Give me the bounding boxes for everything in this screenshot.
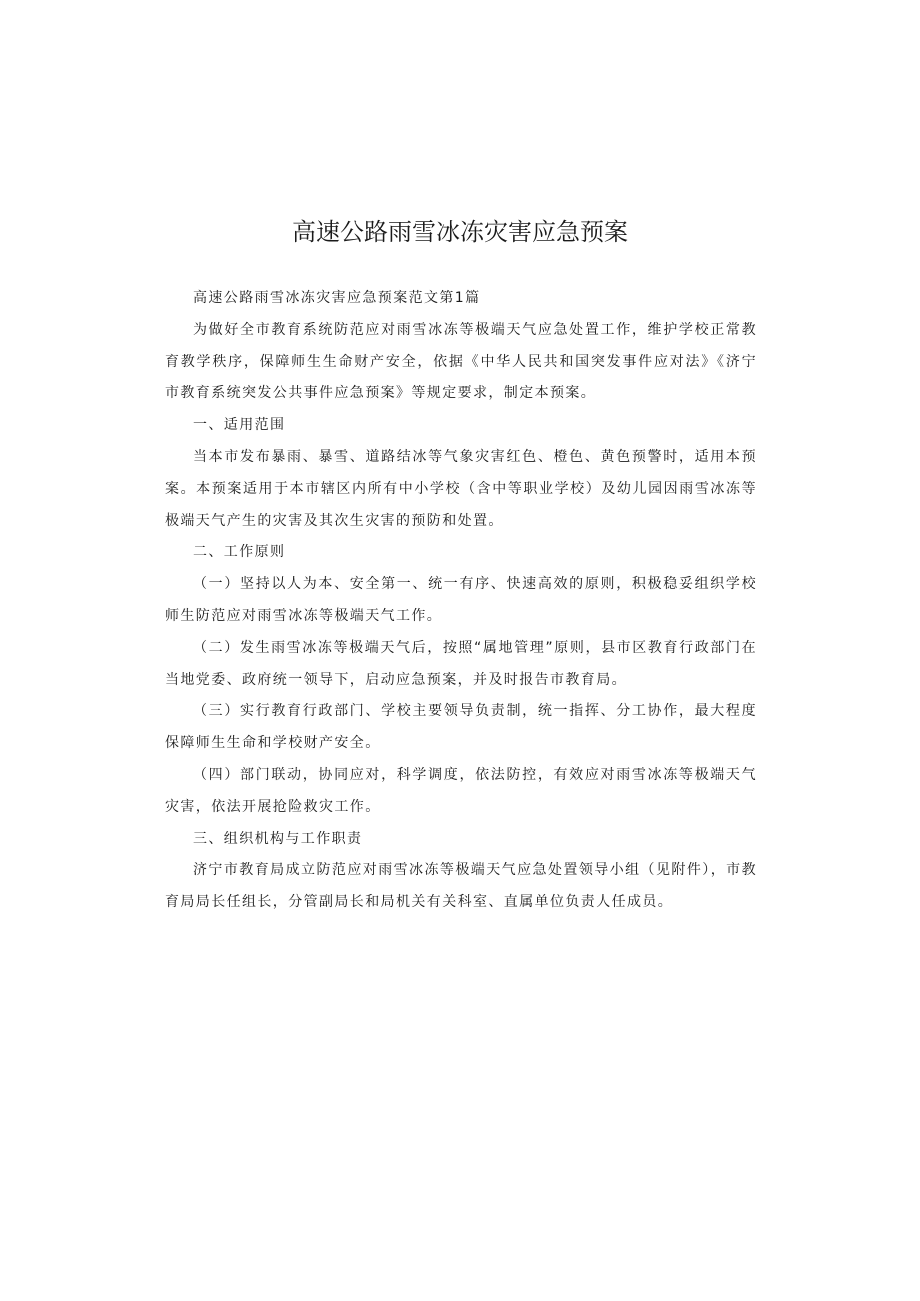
- section-heading-scope: 一、适用范围: [193, 417, 286, 434]
- section-heading-principles: 二、工作原则: [193, 544, 286, 561]
- scope-paragraph: 当本市发布暴雨、暴雪、道路结冰等气象灾害红色、橙色、黄色预警时，适用本预案。本预案适用于本市辖区内所有中小学校（含中等职业学校）及幼儿园因雨雪冰冻等极端天气产生的灾害及其次生灾害的预防和处置。: [165, 448, 757, 529]
- subtitle-paragraph: 高速公路雨雪冰冻灾害应急预案范文第1篇: [193, 290, 481, 306]
- principle-paragraph-2: （二）发生雨雪冰冻等极端天气后，按照“属地管理”原则，县市区教育行政部门在当地党委、政府统一领导下，启动应急预案，并及时报告市教育局。: [165, 639, 757, 688]
- section-heading-organization: 三、组织机构与工作职责: [193, 830, 363, 847]
- principle-paragraph-4: （四）部门联动，协同应对，科学调度，依法防控，有效应对雨雪冰冻等极端天气灾害，依法开展抢险救灾工作。: [165, 766, 757, 815]
- document-body: [165, 283, 757, 919]
- principle-paragraph-1: （一）坚持以人为本、安全第一、统一有序、快速高效的原则，积极稳妥组织学校师生防范应对雨雪冰冻等极端天气工作。: [165, 576, 757, 624]
- principle-paragraph-3: （三）实行教育行政部门、学校主要领导负责制，统一指挥、分工协作，最大程度保障师生生命和学校财产安全。: [165, 703, 757, 752]
- document-title: 高速公路雨雪冰冻灾害应急预案: [292, 218, 628, 246]
- intro-paragraph: 为做好全市教育系统防范应对雨雪冰冻等极端天气应急处置工作，维护学校正常教育教学秩序，保障师生生命财产安全，依据《中华人民共和国突发事件应对法》《济宁市教育系统突发公共事件应急预案》等规定要求，制定本预案。: [165, 321, 757, 402]
- organization-paragraph: 济宁市教育局成立防范应对雨雪冰冻等极端天气应急处置领导小组（见附件），市教育局局长任组长，分管副局长和局机关有关科室、直属单位负责人任成员。: [165, 862, 757, 911]
